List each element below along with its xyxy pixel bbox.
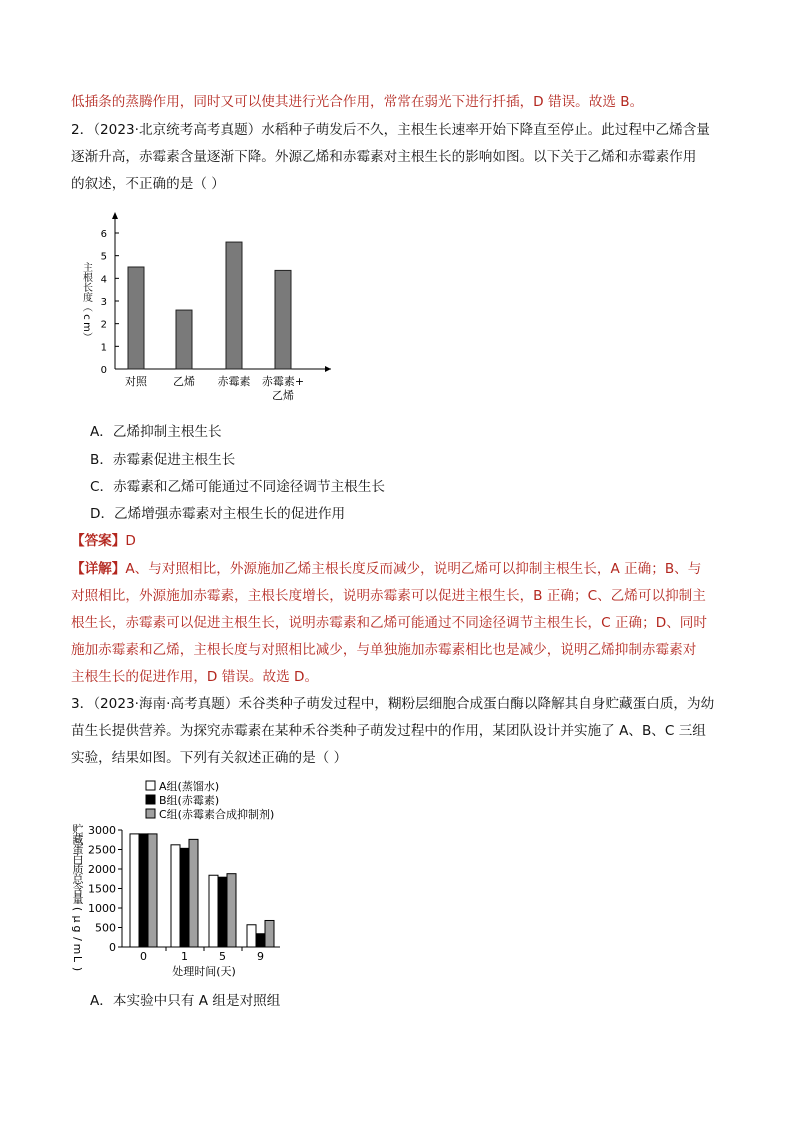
x-tick-label: 乙烯: [173, 375, 195, 388]
q1-explanation-tail: 低插条的蒸腾作用，同时又可以使其进行光合作用，常常在弱光下进行扦插，D 错误。故选 B。: [71, 94, 644, 110]
legend-swatch: [146, 781, 155, 790]
y-tick-label: 2500: [88, 843, 116, 857]
y-axis-label-char: 蛋: [72, 843, 84, 856]
q2-option-a[interactable]: A．乙烯抑制主根生长: [90, 424, 222, 440]
q2-stem-line-2: 逐渐升高，赤霉素含量逐渐下降。外源乙烯和赤霉素对主根生长的影响如图。以下关于乙烯和赤霉素作用: [71, 149, 697, 165]
q3-stem-line-1: 3．（2023·海南·高考真题）禾谷类种子萌发过程中，糊粉层细胞合成蛋白酶以降解其自身贮藏蛋白质，为幼: [71, 696, 715, 712]
q2-option-c[interactable]: C．赤霉素和乙烯可能通过不同途径调节主根生长: [90, 479, 385, 495]
y-axis-label-char: 白: [72, 853, 84, 866]
bar: [227, 874, 236, 947]
y-tick-label: 4: [100, 274, 107, 286]
q2-option-b[interactable]: B．赤霉素促进主根生长: [90, 452, 236, 468]
q2-option-d[interactable]: D．乙烯增强赤霉素对主根生长的促进作用: [90, 506, 346, 522]
y-axis-label-char: 长: [83, 283, 93, 294]
x-tick-label: 乙烯: [272, 389, 294, 402]
q2-stem-line-1: 2．（2023·北京统考高考真题）水稻种子萌发后不久，主根生长速率开始下降直至停止。此过程中乙烯含量: [71, 122, 710, 138]
y-tick-label: 0: [109, 941, 116, 954]
x-tick-label: 赤霉素: [217, 375, 251, 388]
q2-answer-row: [71, 531, 136, 551]
q2-stem-line-3: 的叙述，不正确的是（ ）: [71, 176, 225, 192]
q2-explain-line-1: [71, 559, 701, 579]
bar: [176, 310, 192, 369]
legend-label: A组(蒸馏水): [159, 780, 220, 793]
y-axis-label-char: (: [71, 906, 84, 912]
legend-swatch: [146, 795, 155, 804]
y-axis-label-char: 总: [72, 873, 84, 886]
x-tick-label: 对照: [125, 375, 147, 388]
y-axis-label-char: c: [81, 314, 92, 320]
y-axis-label-char: /: [71, 937, 84, 941]
bar: [218, 877, 227, 947]
y-tick-label: 500: [95, 921, 116, 935]
root-length-bar-chart: [76, 206, 346, 411]
y-tick-label: 3000: [88, 824, 116, 837]
x-tick-label: 赤霉素+: [261, 375, 305, 388]
y-axis-label-char: μ: [71, 915, 84, 923]
y-tick-label: 5: [100, 251, 107, 263]
explain-label: 【详解】: [71, 561, 126, 577]
y-tick-label: 2: [100, 319, 107, 331]
y-axis-label-char: 主: [83, 263, 93, 274]
x-tick-label: 5: [219, 950, 226, 963]
y-axis-label-char: m: [81, 322, 92, 332]
legend-label: B组(赤霉素): [159, 794, 220, 807]
y-tick-label: 2000: [88, 863, 116, 876]
y-axis-label-char: 质: [72, 863, 84, 876]
q2-explain-line-2: 对照相比，外源施加赤霉素，主根长度增长，说明赤霉素可以促进主根生长，B 正确；C、乙烯可以抑制主: [71, 588, 706, 604]
legend-label: C组(赤霉素合成抑制剂): [159, 808, 275, 821]
q2-explain-line-5: 主根生长的促进作用，D 错误。故选 D。: [71, 669, 319, 685]
bar: [128, 267, 144, 369]
bar: [139, 834, 148, 947]
bar: [275, 270, 291, 369]
q2-explain-line-4: 施加赤霉素和乙烯，主根长度与对照相比减少，与单独施加赤霉素相比也是减少，说明乙烯抑制赤霉素对: [71, 642, 697, 658]
bar: [171, 845, 180, 947]
y-axis-label-char: （: [81, 302, 92, 312]
y-tick-label: 1500: [88, 882, 116, 896]
y-tick-label: 1: [100, 342, 107, 354]
answer-value: D: [125, 533, 136, 549]
legend-swatch: [146, 809, 155, 818]
y-axis-label-char: 量: [72, 893, 84, 906]
y-axis-label-char: 度: [83, 293, 93, 304]
bar: [180, 848, 189, 947]
bar: [247, 925, 256, 947]
y-axis-label-char: 藏: [72, 833, 84, 846]
x-axis-arrow: [325, 366, 331, 372]
y-axis-label-char: 贮: [72, 823, 84, 836]
bar: [189, 839, 198, 947]
x-axis-label: 处理时间(天): [172, 965, 236, 978]
q3-stem-line-3: 实验，结果如图。下列有关叙述正确的是（ ）: [71, 750, 348, 766]
x-tick-label: 9: [257, 950, 264, 963]
explain-text-1: A、与对照相比，外源施加乙烯主根长度反而减少，说明乙烯可以抑制主根生长，A 正确；B、与: [125, 561, 702, 577]
bar: [226, 242, 242, 369]
q2-explain-line-3: 根生长，赤霉素可以促进主根生长，说明赤霉素和乙烯可能通过不同途径调节主根生长，C 正确；D、同时: [71, 615, 707, 631]
bar: [148, 834, 157, 947]
answer-label: 【答案】: [71, 533, 126, 549]
q3-option-a[interactable]: A．本实验中只有 A 组是对照组: [90, 993, 281, 1009]
y-tick-label: 1000: [88, 902, 116, 915]
x-tick-label: 1: [181, 950, 188, 963]
y-axis-label-char: 含: [72, 883, 84, 896]
bar: [265, 920, 274, 947]
y-axis-label-char: g: [71, 925, 84, 933]
y-axis-label-char: ）: [81, 332, 92, 342]
y-axis-arrow: [112, 212, 118, 219]
y-tick-label: 6: [100, 229, 107, 240]
y-axis-label-char: 根: [83, 273, 93, 284]
bar: [209, 875, 218, 947]
y-axis-label-char: L: [71, 955, 84, 963]
y-tick-label: 0: [100, 365, 107, 376]
y-axis-label-char: m: [71, 943, 84, 955]
stored-protein-bar-chart: [70, 775, 320, 980]
y-tick-label: 3: [100, 297, 107, 308]
q3-stem-line-2: 苗生长提供营养。为探究赤霉素在某种禾谷类种子萌发过程中的作用，某团队设计并实施了 A、B、C 三组: [71, 723, 706, 739]
x-tick-label: 0: [140, 950, 147, 963]
y-axis-label-char: ): [71, 966, 84, 972]
bar: [256, 934, 265, 947]
bar: [130, 834, 139, 947]
